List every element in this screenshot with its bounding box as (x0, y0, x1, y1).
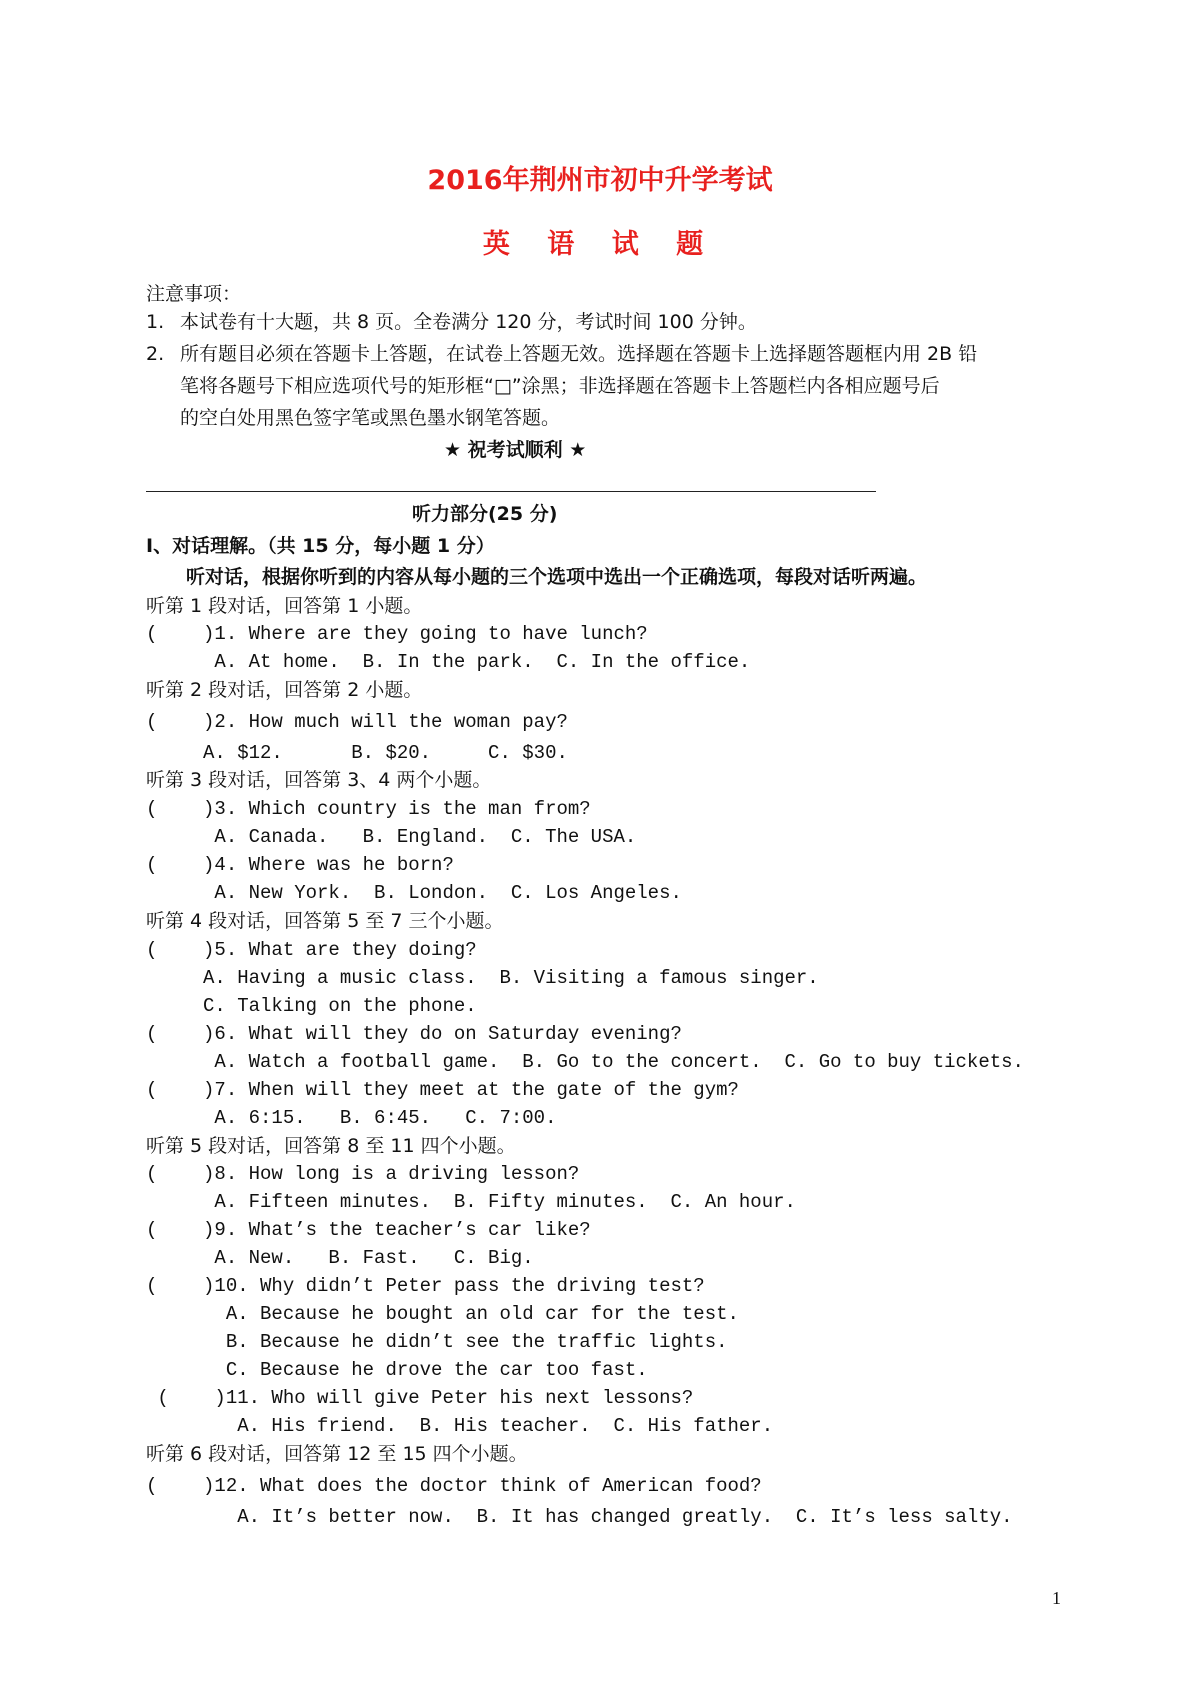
question-line: ( )6. What will they do on Saturday evening? (146, 1023, 682, 1045)
notice-item-text: 所有题目必须在答题卡上答题，在试卷上答题无效。选择题在答题卡上选择题答题框内用 2B 铅 (180, 343, 978, 365)
question-line: A. Fifteen minutes. B. Fifty minutes. C. An hour. (146, 1191, 796, 1213)
question-line: A. Having a music class. B. Visiting a famous singer. (146, 967, 819, 989)
question-line: ( )5. What are they doing? (146, 939, 477, 961)
blessing: ★ 祝考试顺利 ★ (444, 439, 587, 461)
notice-item-2-line-2: 笔将各题号下相应选项代号的矩形框“□”涂黑；非选择题在答题卡上答题栏内各相应题号后 (180, 375, 940, 397)
notice-item-2-line-3: 的空白处用黑色签字笔或黑色墨水钢笔答题。 (180, 407, 561, 429)
question-line: A. New York. B. London. C. Los Angeles. (146, 882, 682, 904)
question-line: A. Canada. B. England. C. The USA. (146, 826, 637, 848)
question-line: ( )4. Where was he born? (146, 854, 454, 876)
dialogue-heading: 听第 6 段对话，回答第 12 至 15 四个小题。 (146, 1443, 528, 1465)
section-title: Ⅰ、对话理解。（共 15 分，每小题 1 分） (146, 535, 495, 557)
exam-title: 2016年荆州市初中升学考试 (427, 165, 773, 196)
dialogue-heading: 听第 2 段对话，回答第 2 小题。 (146, 679, 423, 701)
question-line: ( )2. How much will the woman pay? (146, 711, 568, 733)
question-line: ( )11. Who will give Peter his next lessons? (146, 1387, 694, 1409)
dialogue-heading: 听第 5 段对话，回答第 8 至 11 四个小题。 (146, 1135, 516, 1157)
divider (146, 491, 876, 492)
dialogue-heading: 听第 3 段对话，回答第 3、4 两个小题。 (146, 769, 492, 791)
question-line: B. Because he didn’t see the traffic lights. (146, 1331, 728, 1353)
question-line: ( )10. Why didn’t Peter pass the driving test? (146, 1275, 705, 1297)
question-line: A. $12. B. $20. C. $30. (146, 742, 568, 764)
notice-item-text: 本试卷有十大题，共 8 页。全卷满分 120 分，考试时间 100 分钟。 (180, 311, 757, 333)
dialogue-heading: 听第 4 段对话，回答第 5 至 7 三个小题。 (146, 910, 504, 932)
question-line: A. New. B. Fast. C. Big. (146, 1247, 534, 1269)
question-line: C. Talking on the phone. (146, 995, 477, 1017)
question-line: ( )8. How long is a driving lesson? (146, 1163, 580, 1185)
question-line: ( )7. When will they meet at the gate of the gym? (146, 1079, 739, 1101)
section-instruction: 听对话，根据你听到的内容从每小题的三个选项中选出一个正确选项，每段对话听两遍。 (186, 566, 928, 588)
page-number: 1 (1052, 1588, 1061, 1608)
listening-part-title: 听力部分(25 分) (412, 503, 558, 525)
notice-heading: 注意事项： (146, 283, 242, 305)
question-line: A. 6:15. B. 6:45. C. 7:00. (146, 1107, 557, 1129)
question-line: ( )1. Where are they going to have lunch? (146, 623, 648, 645)
question-line: ( )12. What does the doctor think of American food? (146, 1475, 762, 1497)
question-line: A. His friend. B. His teacher. C. His father. (146, 1415, 774, 1437)
question-line: ( )3. Which country is the man from? (146, 798, 591, 820)
exam-subtitle: 英 语 试 题 (482, 229, 718, 260)
question-line: A. Watch a football game. B. Go to the concert. C. Go to buy tickets. (146, 1051, 1024, 1073)
notice-item-1 (146, 308, 757, 336)
question-line: ( )9. What’s the teacher’s car like? (146, 1219, 591, 1241)
dialogue-heading: 听第 1 段对话，回答第 1 小题。 (146, 595, 423, 617)
question-line: A. At home. B. In the park. C. In the office. (146, 651, 751, 673)
question-line: A. Because he bought an old car for the test. (146, 1303, 739, 1325)
notice-item-number: 1. (146, 311, 165, 333)
notice-item-number: 2. (146, 343, 165, 365)
question-line: C. Because he drove the car too fast. (146, 1359, 648, 1381)
question-line: A. It’s better now. B. It has changed greatly. C. It’s less salty. (146, 1506, 1013, 1528)
notice-item-2 (146, 340, 977, 368)
